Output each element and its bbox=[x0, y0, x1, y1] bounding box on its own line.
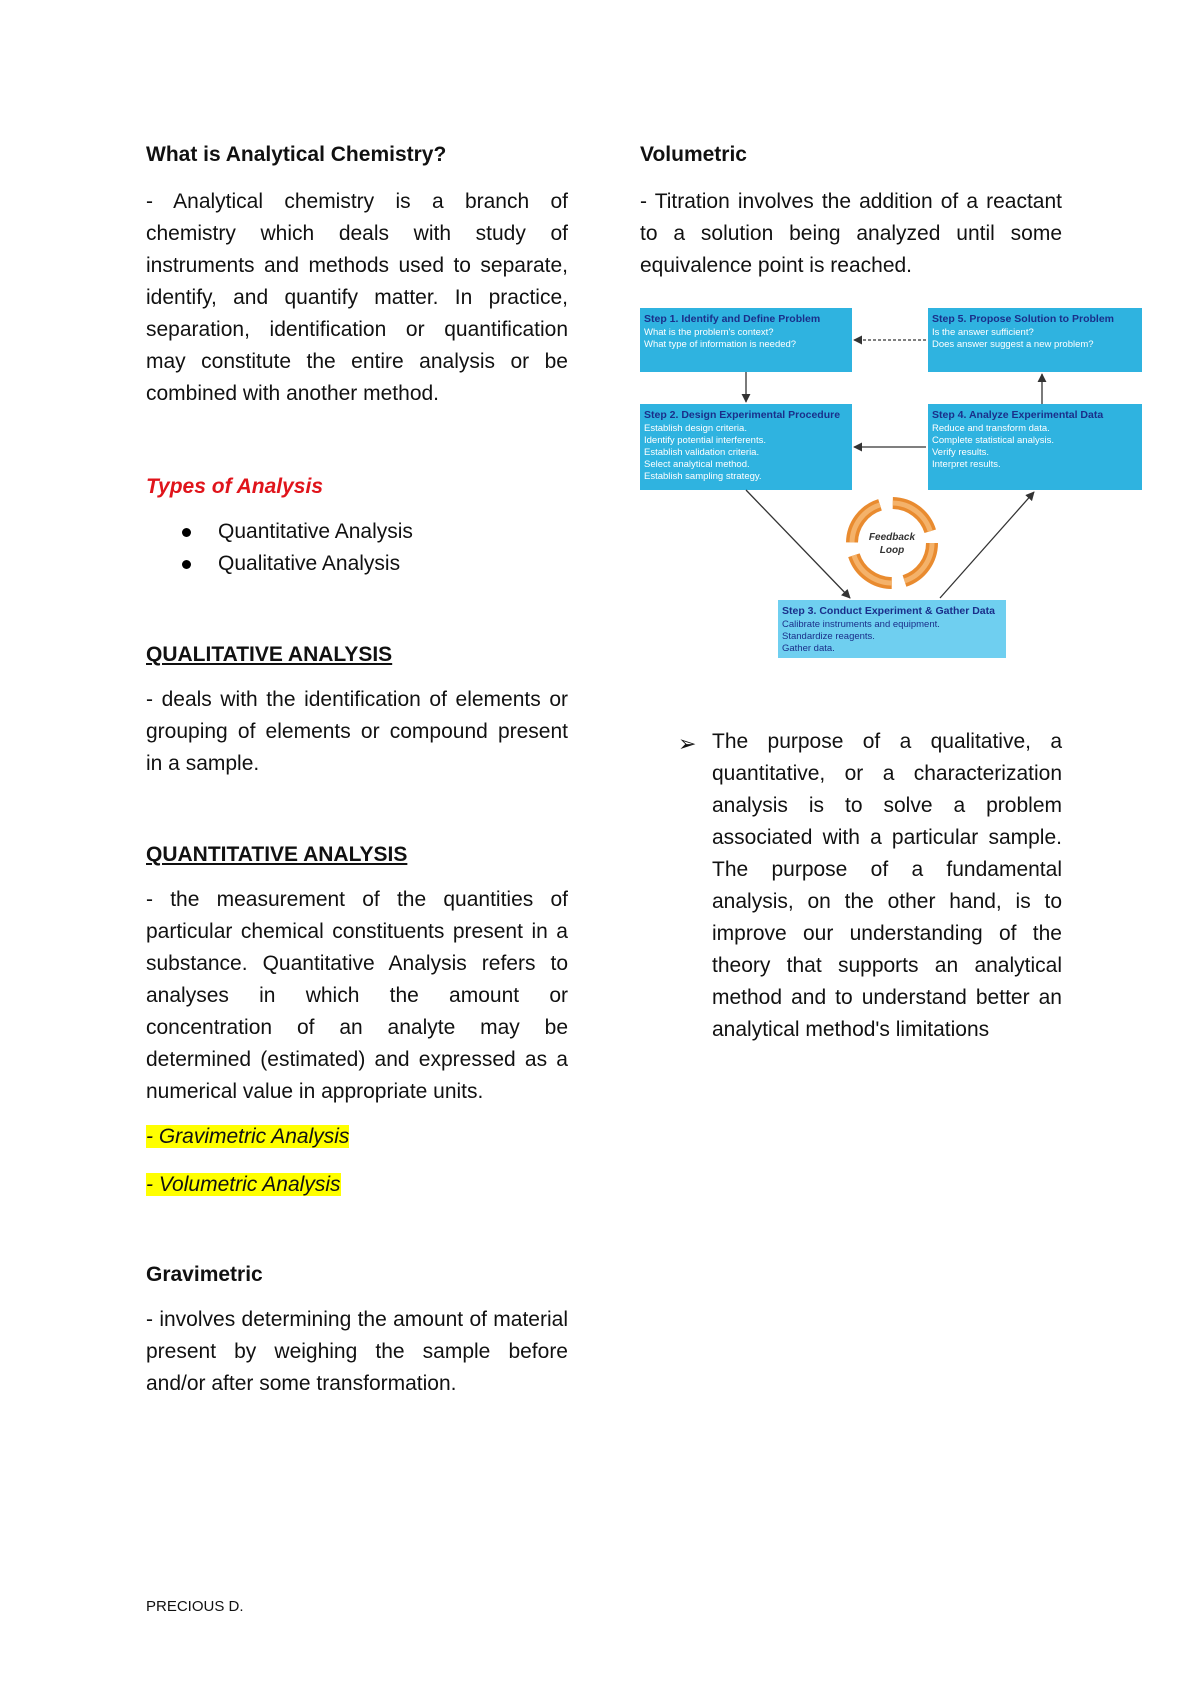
step2-line: Establish design criteria. bbox=[644, 423, 747, 434]
step3-box bbox=[778, 600, 1006, 658]
step1-line: What type of information is needed? bbox=[644, 339, 797, 350]
step1-line: What is the problem's context? bbox=[644, 327, 774, 338]
list-item: Qualitative Analysis bbox=[218, 548, 568, 580]
step4-line: Verify results. bbox=[932, 447, 990, 458]
feedback-loop-icon bbox=[852, 503, 932, 583]
loop-label: Loop bbox=[879, 545, 905, 556]
intro-paragraph: - Analytical chemistry is a branch of chemistry which deals with study of instruments and methods used to separate, identify, and quantify matter. In practice, separation, identification or quantification may constitute the entire analysis or be combined with another method. bbox=[146, 190, 568, 405]
analytical-process-diagram bbox=[640, 304, 1145, 660]
step4-line: Interpret results. bbox=[932, 459, 1001, 470]
gravimetric-highlight: - Gravimetric Analysis bbox=[146, 1125, 350, 1148]
types-list bbox=[146, 516, 568, 580]
step3-line: Calibrate instruments and equipment. bbox=[782, 619, 940, 630]
volumetric-paragraph: - Titration involves the addition of a reactant to a solution being analyzed until some equivalence point is reached. bbox=[640, 190, 1062, 277]
step2-line: Select analytical method. bbox=[644, 459, 750, 470]
purpose-item bbox=[640, 726, 1062, 1046]
purpose-text: The purpose of a qualitative, a quantitative, or a characterization analysis is to solve a problem associated with a particular sample. The purpose of a fundamental analysis, on the other hand, is to improve our understanding of the theory that supports an analytical method and to understand better an analytical method's limitations bbox=[712, 730, 1062, 1041]
step1-title: Step 1. Identify and Define Problem bbox=[644, 313, 821, 325]
right-column bbox=[640, 140, 1062, 282]
arrow-step2-to-step3 bbox=[746, 490, 850, 598]
gravimetric-heading: Gravimetric bbox=[146, 1263, 263, 1286]
purpose-block bbox=[640, 726, 1062, 1046]
arrow-step3-to-step4 bbox=[940, 492, 1034, 598]
list-item: Quantitative Analysis bbox=[218, 516, 568, 548]
footer-author: PRECIOUS D. bbox=[146, 1598, 244, 1615]
feedback-label: Feedback bbox=[868, 532, 916, 543]
step2-title: Step 2. Design Experimental Procedure bbox=[644, 409, 841, 421]
step5-line: Is the answer sufficient? bbox=[932, 327, 1034, 338]
step5-line: Does answer suggest a new problem? bbox=[932, 339, 1094, 350]
types-of-analysis-heading: Types of Analysis bbox=[146, 475, 324, 498]
section-title-analytical-chemistry: What is Analytical Chemistry? bbox=[146, 143, 447, 166]
step2-box bbox=[640, 404, 852, 490]
left-column bbox=[146, 140, 568, 1400]
step4-line: Complete statistical analysis. bbox=[932, 435, 1054, 446]
step3-title: Step 3. Conduct Experiment & Gather Data bbox=[782, 605, 995, 617]
qualitative-paragraph: - deals with the identification of elements or grouping of elements or compound present in a sample. bbox=[146, 688, 568, 775]
gravimetric-paragraph: - involves determining the amount of material present by weighing the sample before and/or after some transformation. bbox=[146, 1308, 568, 1395]
step3-line: Standardize reagents. bbox=[782, 631, 875, 642]
step4-line: Reduce and transform data. bbox=[932, 423, 1050, 434]
step2-line: Establish validation criteria. bbox=[644, 447, 760, 458]
volumetric-highlight: - Volumetric Analysis bbox=[146, 1173, 341, 1196]
step3-line: Gather data. bbox=[782, 643, 835, 654]
step4-box bbox=[928, 404, 1142, 490]
step4-title: Step 4. Analyze Experimental Data bbox=[932, 409, 1104, 421]
step2-line: Identify potential interferents. bbox=[644, 435, 766, 446]
step5-title: Step 5. Propose Solution to Problem bbox=[932, 313, 1115, 325]
arrow-bullet-icon: ➢ bbox=[678, 731, 697, 756]
step1-box bbox=[640, 308, 852, 372]
volumetric-heading: Volumetric bbox=[640, 143, 747, 166]
qualitative-heading: QUALITATIVE ANALYSIS bbox=[146, 643, 393, 666]
quantitative-heading: QUANTITATIVE ANALYSIS bbox=[146, 843, 408, 866]
step2-line: Establish sampling strategy. bbox=[644, 471, 762, 482]
step5-box bbox=[928, 308, 1142, 372]
quantitative-paragraph: - the measurement of the quantities of particular chemical constituents present in a substance. Quantitative Analysis refers to analyses in which the amount or concentration of an analyte may be determined (estimated) and expressed as a numerical value in appropriate units. bbox=[146, 888, 568, 1103]
